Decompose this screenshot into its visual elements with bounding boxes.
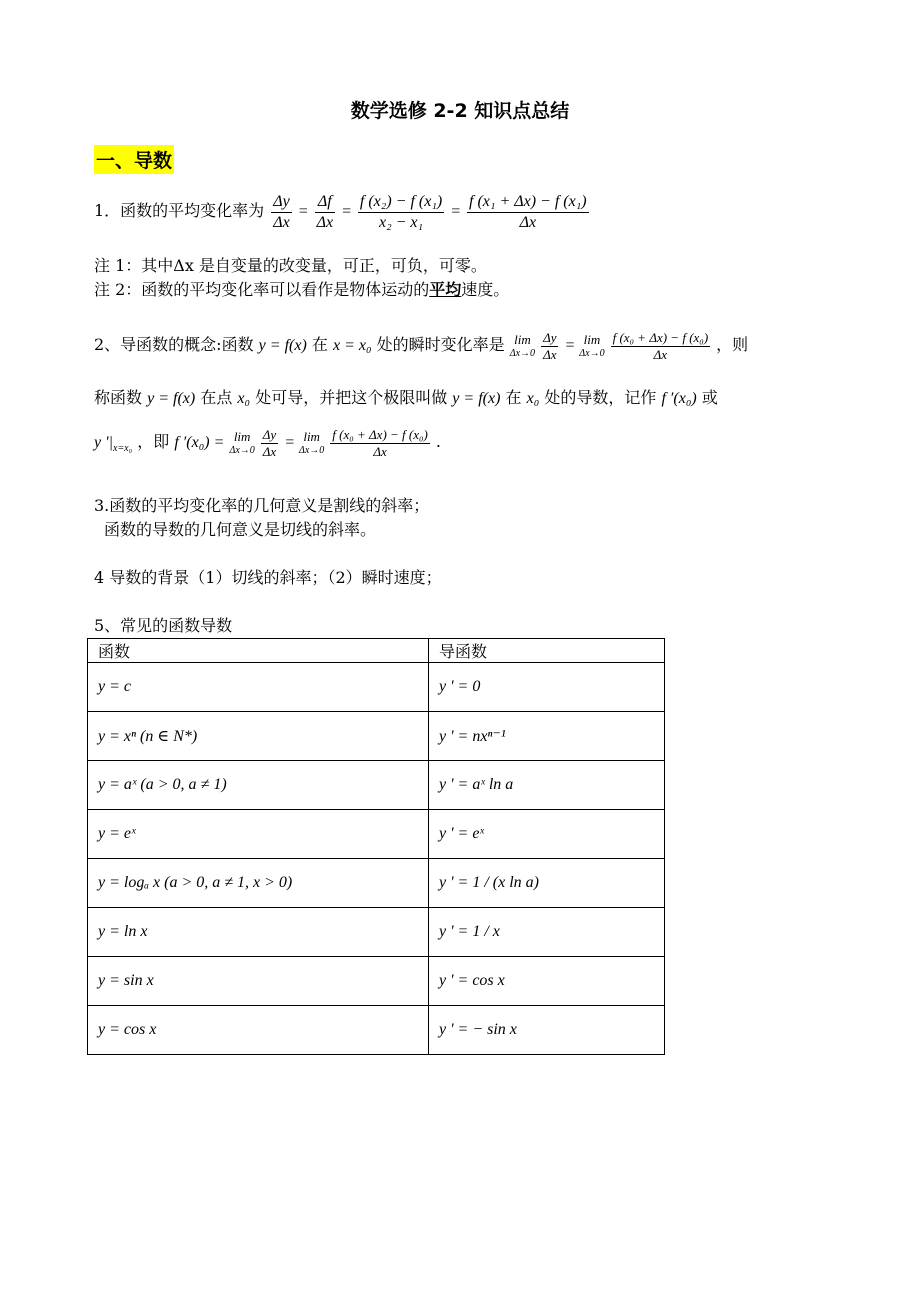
table-cell-function: y = eˣ (88, 810, 429, 859)
fraction-dy-dx: $\frac{\Delta y}{\Delta x}$ (273, 193, 290, 231)
emphasis-average: 平均 (429, 280, 462, 299)
table-row (88, 810, 665, 859)
table-row (88, 712, 665, 761)
table-header-row (88, 639, 665, 663)
table-header-function: 函数 (88, 639, 429, 663)
table-row (88, 761, 665, 810)
derivative-table (87, 638, 665, 1055)
table-cell-derivative: y ' = 0 (429, 663, 665, 712)
table-cell-derivative: y ' = aˣ ln a (429, 761, 665, 810)
table-cell-function: y = c (88, 663, 429, 712)
table-row (88, 957, 665, 1006)
table-cell-function: y = ln x (88, 908, 429, 957)
table-cell-function: y = logₐ x (a > 0, a ≠ 1, x > 0) (88, 859, 429, 908)
table-cell-function: y = xⁿ (n ∈ N*) (88, 712, 429, 761)
table-cell-function: y = aˣ (a > 0, a ≠ 1) (88, 761, 429, 810)
fraction-df-dx: $\frac{\Delta f}{\Delta x}$ (316, 193, 334, 231)
item-5: 5、常见的函数导数 (94, 616, 233, 635)
item-1-text: 1．函数的平均变化率为 (94, 201, 265, 221)
page-title: 数学选修 2-2 知识点总结 (350, 100, 570, 122)
fraction-secant: $\frac{\text{f (x₂) − f (x₁)}}{\text{x₂ − x₁}}$ (359, 193, 443, 231)
fraction-increment: $\frac{\text{f (x₁ + Δx) − f (x₁)}}{\Delta x}$ (469, 193, 587, 231)
item-4: 4 导数的背景（1）切线的斜率；（2）瞬时速度； (94, 568, 442, 587)
table-cell-derivative: y ' = eˣ (429, 810, 665, 859)
table-row (88, 859, 665, 908)
limit-operator: lim Δx→0 (509, 331, 536, 359)
note-2: 注 2：函数的平均变化率可以看作是物体运动的平均速度。 (94, 280, 510, 299)
table-row (88, 908, 665, 957)
table-cell-function: y = cos x (88, 1006, 429, 1055)
section-heading-derivative: 一、导数 (94, 145, 174, 174)
item-1-average-rate: 1．函数的平均变化率为 $\frac{\Delta y}{\Delta x}$ = $\frac{\Delta f}{\Delta x}$ = $\frac{\text{f (x₂) − f (x₁)}}{\text{x₂ − x₁}}$ = $\frac{\text{f (x₁ + Δx) − f (x₁)}}{\Delta x}$ (94, 193, 587, 231)
item-2-line-3: y $'|_{x=x_0}$ ，即 f ′(x₀) = lim Δx→0 $\frac{\Delta y}{\Delta x}$ = lim Δx→0 $\frac{\text{f (x₀ + Δx) − f (x₀)}}{\Delta x}$ . (94, 427, 441, 459)
item-2-line-2: 称函数 y = f(x) 在点 x₀ 处可导，并把这个极限叫做 y = f(x) 在 x₀ 处的导数，记作 f ′(x₀) 或 (94, 388, 718, 407)
item-2-line-1: 2、导函数的概念:函数 y = f(x) 在 x = x₀ 处的瞬时变化率是 lim Δx→0 $\frac{\Delta y}{\Delta x}$ = lim Δx→0 $\frac{\text{f (x₀ + Δx) − f (x₀)}}{\Delta x}$ ，则 (94, 330, 749, 362)
item-3-line-1: 3.函数的平均变化率的几何意义是割线的斜率； (94, 496, 430, 515)
table-row (88, 1006, 665, 1055)
item-3-line-2: 函数的导数的几何意义是切线的斜率。 (104, 520, 377, 539)
table-cell-derivative: y ' = 1 / x (429, 908, 665, 957)
table-row (88, 663, 665, 712)
table-cell-derivative: y ' = cos x (429, 957, 665, 1006)
table-cell-derivative: y ' = nxⁿ⁻¹ (429, 712, 665, 761)
table-cell-derivative: y ' = − sin x (429, 1006, 665, 1055)
note-1: 注 1：其中Δx 是自变量的改变量，可正，可负，可零。 (94, 256, 487, 275)
table-header-derivative: 导函数 (429, 639, 665, 663)
table-cell-function: y = sin x (88, 957, 429, 1006)
table-cell-derivative: y ' = 1 / (x ln a) (429, 859, 665, 908)
